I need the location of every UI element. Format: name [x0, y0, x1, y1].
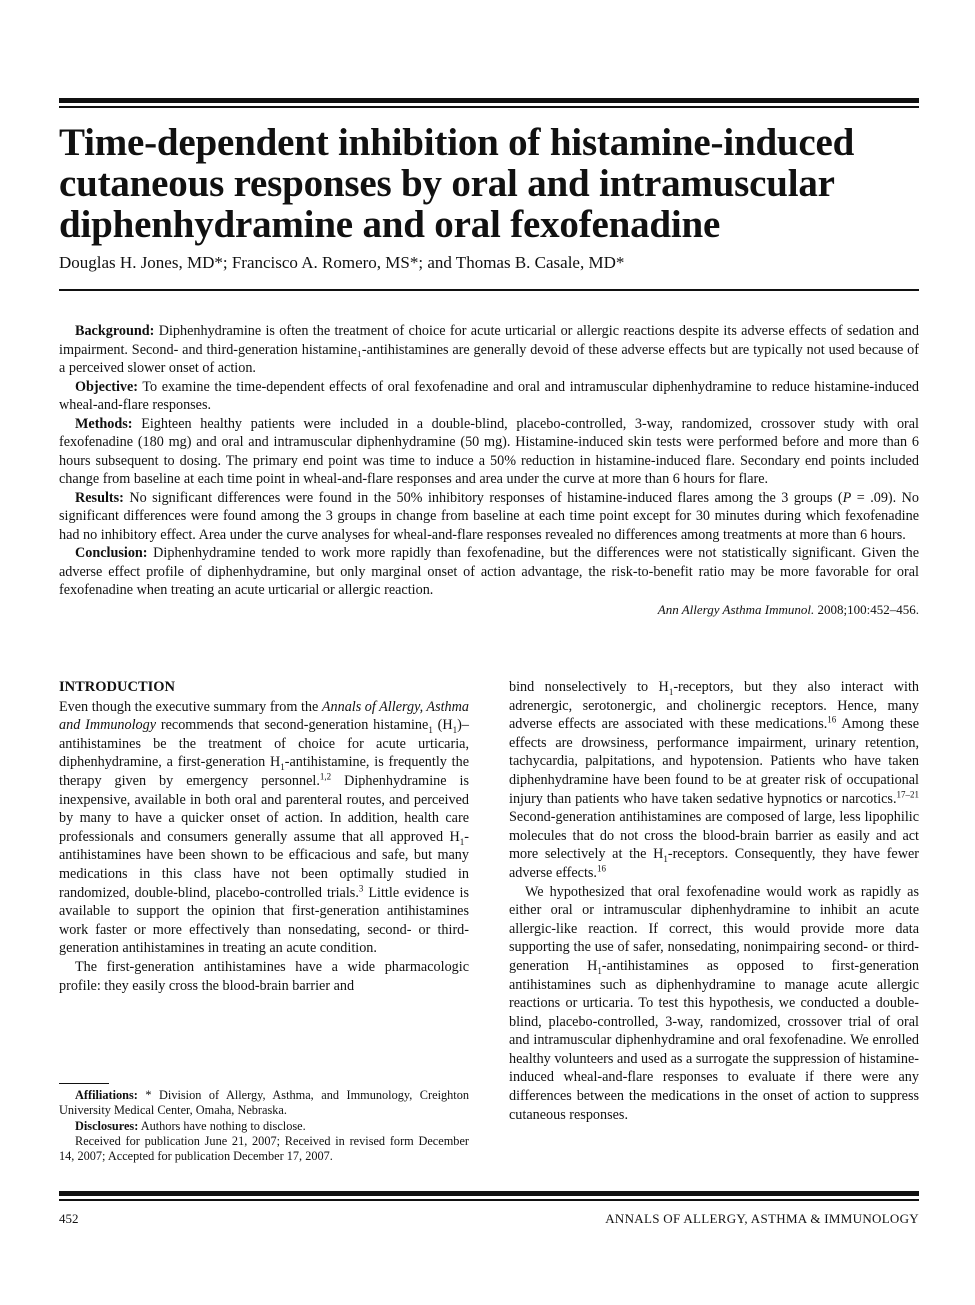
text-run: Among these effects are drowsiness, performance impairment, urinary retention, tachycardia, palpitations, and hypotension. Patients who have taken diphenhydramine have been found to be at greater risk of occupational injury than patients who have taken sedative hypnotics or narcotics.	[509, 716, 920, 807]
citation	[59, 601, 919, 618]
author-list: Douglas H. Jones, MD*; Francisco A. Romero, MS*; and Thomas B. Casale, MD*	[59, 253, 625, 272]
subscript: 1	[663, 854, 668, 865]
text-run: -antihistamines have been shown to be efficacious and safe, but many medications in this class have not been optimally studied in randomized, double-blind, placebo-controlled trials.	[59, 828, 469, 901]
top-rule-thick	[59, 98, 919, 103]
authors-rule	[59, 289, 919, 291]
text-run: Even though the executive summary from the	[59, 698, 322, 715]
reference-superscript: 16	[827, 714, 837, 725]
footnote-label: Affiliations:	[75, 1088, 138, 1102]
subscript: 1	[668, 686, 674, 697]
footnote-text: * Division of Allergy, Asthma, and Immunology, Creighton University Medical Center, Omaha, Nebraska.	[59, 1088, 469, 1118]
text-run: (H	[432, 717, 453, 734]
text-run: We hypothesized that oral fexofenadine would work as rapidly as either oral or intramuscular diphenhydramine to inhibit an acute allergic-like reaction. If correct, this would provide more data supporting the use of safer, nonsedating, nonimpairing second- or third-generation H	[509, 883, 919, 974]
text-run: Second-generation antihistamines are composed of large, less lipophilic molecules that do not cross the blood-brain barrier as easily and act more selectively at the H	[509, 809, 919, 863]
footnote-rule	[59, 1083, 109, 1084]
text-run: -antihistamines as opposed to first-generation antihistamines such as diphenhydramine to manage acute allergic reactions or urticaria. To test this hypothesis, we conducted a double-blind, placebo-controlled, 3-way, randomized, crossover trial of oral and intramuscular diphenhydramine and oral fexofenadine. We enrolled healthy volunteers and used as a surrogate the suppression of histamine-induced wheal-and-flare responses to evaluate if there were any differences between the medications in the onset of action to suppress cutaneous responses.	[509, 957, 919, 1123]
abstract-results	[59, 489, 919, 545]
text-run: recommends that second-generation histamine	[156, 717, 429, 734]
text-run: Little evidence is available to support the opinion that first-generation antihistamines work faster or more effectively than nonsedating, second- or third-generation antihistamines in treating an acute condition.	[59, 884, 470, 957]
citation-journal: Ann Allergy Asthma Immunol.	[657, 601, 815, 617]
intro-paragraph-1	[59, 698, 469, 958]
top-rule-thin	[59, 106, 919, 108]
abstract-conclusion	[59, 544, 919, 600]
abstract-text: = .09). No significant differences were found among the 3 groups in change from baseline at each time point except for 30 minutes during which fexofenadine had no inhibitory effect. Area under the curve analyses for wheal-and-flare responses revealed no differences among treatments at more than 6 hours.	[59, 489, 919, 543]
subscript: 1	[597, 965, 602, 976]
journal-name-italic: Annals of Allergy, Asthma and Immunology	[59, 698, 469, 734]
left-column	[59, 678, 469, 995]
abstract-text: To examine the time-dependent effects of oral fexofenadine and oral and intramuscular diphenhydramine to reduce histamine-induced wheal-and-flare responses.	[59, 378, 920, 413]
subscript: 1	[459, 836, 465, 847]
title-line: Time-dependent inhibition of histamine-induced	[59, 121, 855, 164]
text-run: Diphenhydramine is inexpensive, available in both oral and parenteral routes, and perceived by many to have a quicker onset of action. In addition, health care professionals and consumers generally assume that all approved H	[59, 772, 469, 845]
right-paragraph-2	[509, 883, 919, 1125]
abstract-label: Background:	[75, 323, 155, 339]
running-footer-journal: ANNALS OF ALLERGY, ASTHMA & IMMUNOLOGY	[605, 1211, 919, 1226]
abstract-label: Conclusion:	[75, 545, 148, 561]
bottom-rule-thin	[59, 1199, 919, 1201]
reference-superscript: 17–21	[896, 788, 919, 799]
section-heading: INTRODUCTION	[59, 679, 176, 695]
abstract-label: Methods:	[75, 415, 133, 432]
p-value-symbol: P	[842, 489, 852, 506]
abstract-text: No significant differences were found in the 50% inhibitory responses of histamine-induced flares among the 3 groups (	[129, 489, 843, 506]
title-line: cutaneous responses by oral and intramuscular	[59, 162, 835, 205]
reference-superscript: 1,2	[319, 771, 332, 782]
right-column	[509, 678, 919, 1124]
subscript: 1	[428, 725, 433, 736]
page-number: 452	[59, 1211, 79, 1226]
footnote-text: Authors have nothing to disclose.	[138, 1118, 306, 1133]
article-title	[59, 122, 919, 245]
abstract-label: Objective:	[75, 378, 139, 395]
bottom-rule-thick	[59, 1191, 919, 1196]
citation-ref: 2008;100:452–456.	[814, 601, 919, 617]
title-line: diphenhydramine and oral fexofenadine	[59, 203, 721, 246]
abstract-text: Diphenhydramine is often the treatment of choice for acute urticarial or allergic reactions despite its adverse effects of sedation and impairment. Second- and third-generation histamine₁-antihistamines are generally devoid of these adverse effects but are typically not used because of a perceived slower onset of action.	[59, 323, 919, 376]
text-run: -receptors, but they also interact with adrenergic, serotonergic, and cholinergic receptors. Hence, many adverse effects are associated with these medications.	[509, 679, 919, 733]
footnote-label: Disclosures:	[75, 1118, 139, 1133]
footnote-disclosures	[59, 1119, 469, 1134]
abstract-background	[59, 322, 919, 378]
text-run: -receptors. Consequently, they have fewer adverse effects.	[509, 846, 919, 881]
reference-superscript: 16	[596, 863, 606, 874]
abstract-text: Eighteen healthy patients were included in a double-blind, placebo-controlled, 3-way, randomized, crossover study with oral fexofenadine (180 mg) and oral and intramuscular diphenhydramine (50 mg). Histamine-induced skin tests were performed before and more than 6 hours subsequent to dosing. The primary end point was time to induce a 50% reduction in histamine-induced flare. Secondary end points included change from baseline at each time point in wheal-and-flare responses and area under the curve at more than 6 hours for flare.	[59, 415, 919, 487]
abstract	[59, 322, 919, 618]
text-run: )–antihistamines be the treatment of choice for acute urticaria, diphenhydramine, a first-generation H	[59, 717, 469, 771]
footnote-affiliations	[59, 1088, 469, 1119]
intro-paragraph-2: The first-generation antihistamines have a wide pharmacologic profile: they easily cross the blood-brain barrier and	[59, 958, 469, 994]
text-run: -antihistamine, is frequently the therapy given by emergency personnel.	[59, 754, 470, 789]
footnote-received: Received for publication June 21, 2007; Received in revised form December 14, 2007; Accepted for publication December 17, 2007.	[59, 1133, 469, 1164]
footnotes	[59, 1083, 469, 1164]
text-run: bind nonselectively to H	[509, 679, 669, 695]
abstract-text: Diphenhydramine tended to work more rapidly than fexofenadine, but the differences were not statistically significant. Given the adverse effect profile of diphenhydramine, but only marginal onset of action advantage, the risk-to-benefit ratio may be more favorable for oral fexofenadine when treating an acute urticarial or allergic reaction.	[59, 545, 920, 598]
subscript: 1	[452, 725, 458, 736]
right-paragraph-1	[509, 678, 919, 883]
subscript: 1	[280, 762, 285, 773]
abstract-label: Results:	[75, 489, 124, 506]
abstract-methods	[59, 415, 919, 489]
reference-superscript: 3	[358, 882, 364, 893]
abstract-objective	[59, 378, 919, 415]
